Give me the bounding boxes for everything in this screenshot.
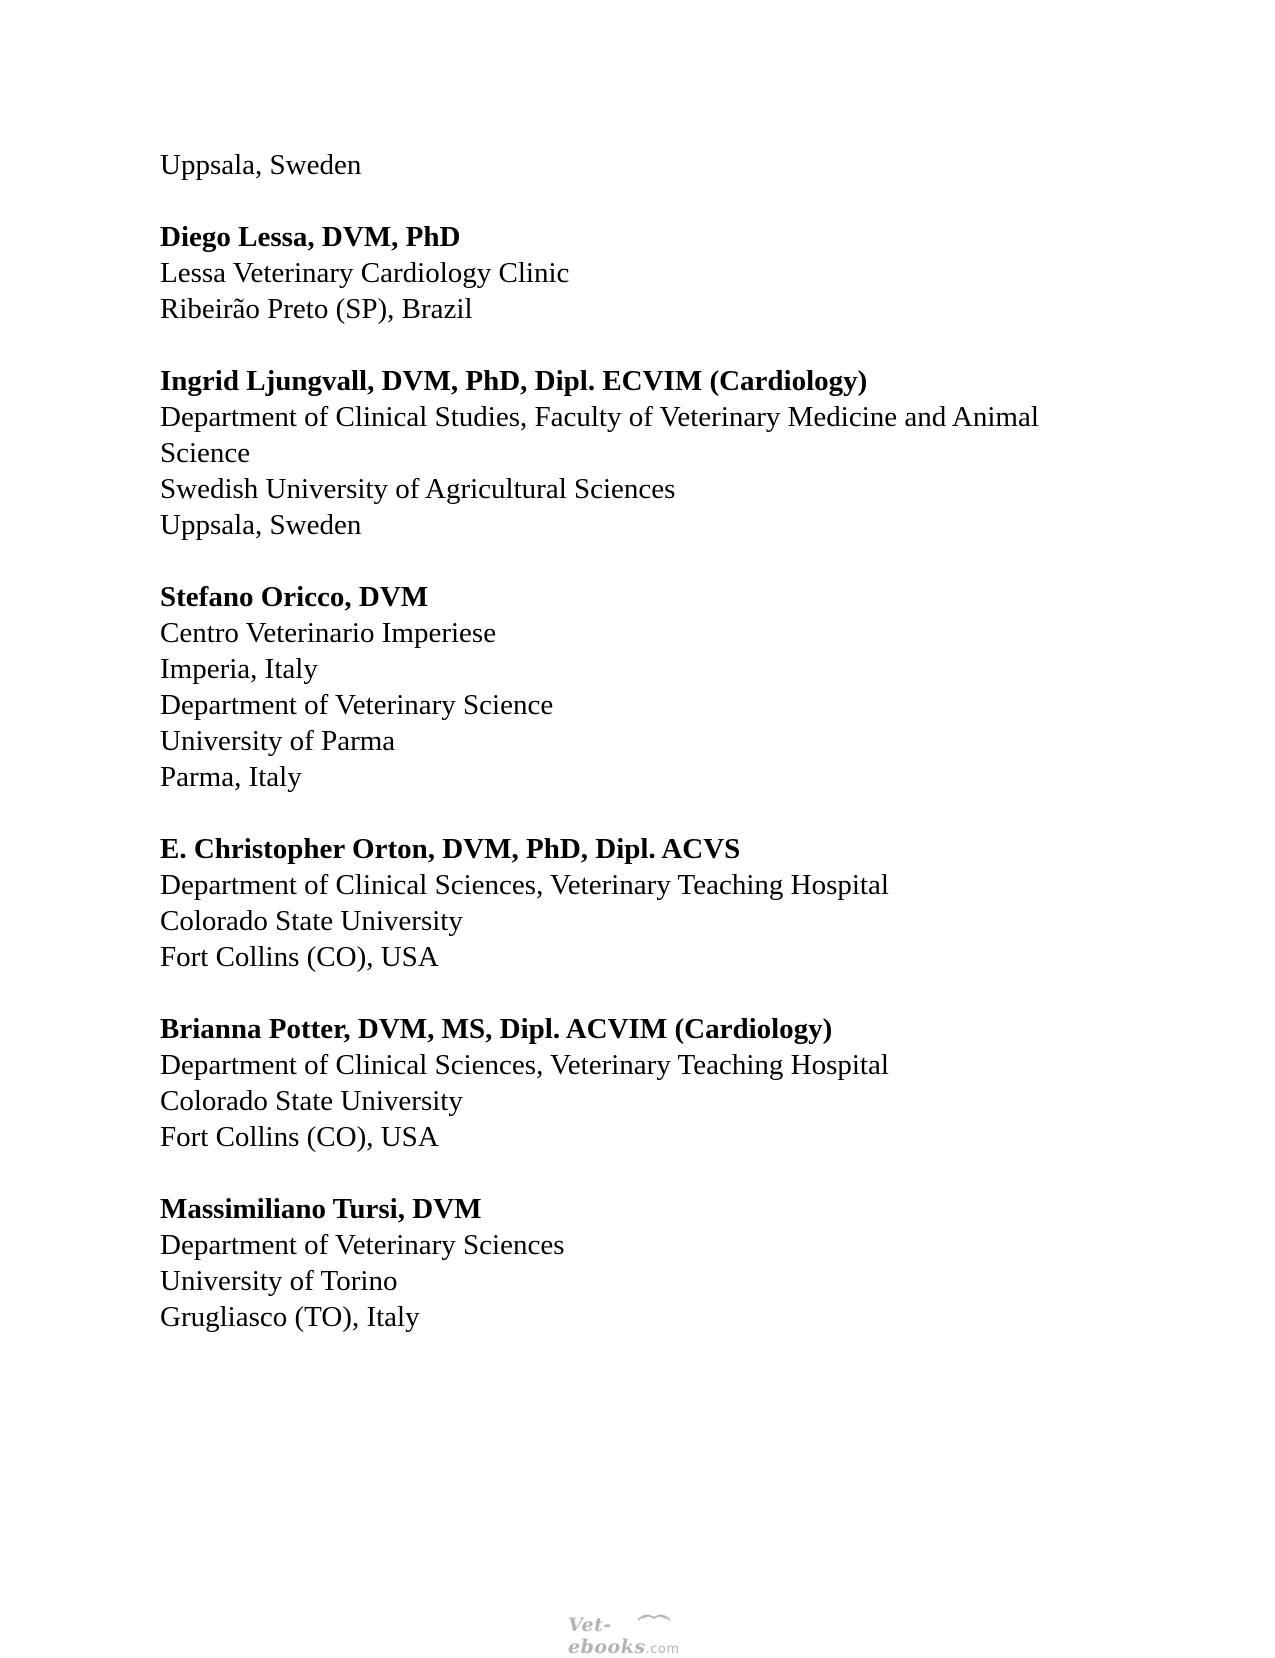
contributor-entry [160,219,1140,327]
affiliation-line: Science [160,437,251,469]
continued-affiliation-line: Uppsala, Sweden [160,149,362,181]
affiliation-line: Colorado State University [160,905,463,937]
watermark-main: Vet-ebooks [568,1614,646,1658]
affiliation-line: University of Torino [160,1265,398,1297]
watermark-text [568,1614,718,1658]
affiliation-line: Imperia, Italy [160,653,318,685]
affiliation-line: Department of Veterinary Sciences [160,1229,565,1261]
contributor-name: Massimiliano Tursi, DVM [160,1193,482,1225]
affiliation-line: Centro Veterinario Imperiese [160,617,497,649]
affiliation-line: Department of Clinical Sciences, Veterinary Teaching Hospital [160,869,889,901]
contributor-name: Ingrid Ljungvall, DVM, PhD, Dipl. ECVIM (Cardiology) [160,365,868,397]
affiliation-line: Fort Collins (CO), USA [160,1121,439,1153]
watermark-logo [568,1610,718,1658]
affiliation-line: Department of Clinical Sciences, Veterinary Teaching Hospital [160,1049,889,1081]
affiliation-line: Uppsala, Sweden [160,509,362,541]
contributor-name: Brianna Potter, DVM, MS, Dipl. ACVIM (Cardiology) [160,1013,833,1045]
affiliation-line: University of Parma [160,725,396,757]
contributor-entry [160,1191,1140,1335]
contributor-name: Stefano Oricco, DVM [160,581,429,613]
contributor-name: E. Christopher Orton, DVM, PhD, Dipl. ACVS [160,833,741,865]
affiliation-line: Lessa Veterinary Cardiology Clinic [160,257,570,289]
contributor-entry [160,579,1140,795]
contributor-entry [160,831,1140,975]
affiliation-line: Fort Collins (CO), USA [160,941,439,973]
watermark-suffix: .com [645,1642,680,1657]
affiliation-line: Grugliasco (TO), Italy [160,1301,420,1333]
contributors-page [160,147,1140,1335]
affiliation-line: Colorado State University [160,1085,463,1117]
affiliation-line: Parma, Italy [160,761,302,793]
affiliation-line: Swedish University of Agricultural Sciences [160,473,676,505]
affiliation-line: Department of Veterinary Science [160,689,554,721]
affiliation-line: Department of Clinical Studies, Faculty of Veterinary Medicine and Animal [160,401,1039,433]
contributor-name: Diego Lessa, DVM, PhD [160,221,461,253]
contributor-entry [160,1011,1140,1155]
affiliation-line: Ribeirão Preto (SP), Brazil [160,293,473,325]
contributor-entry [160,363,1140,543]
